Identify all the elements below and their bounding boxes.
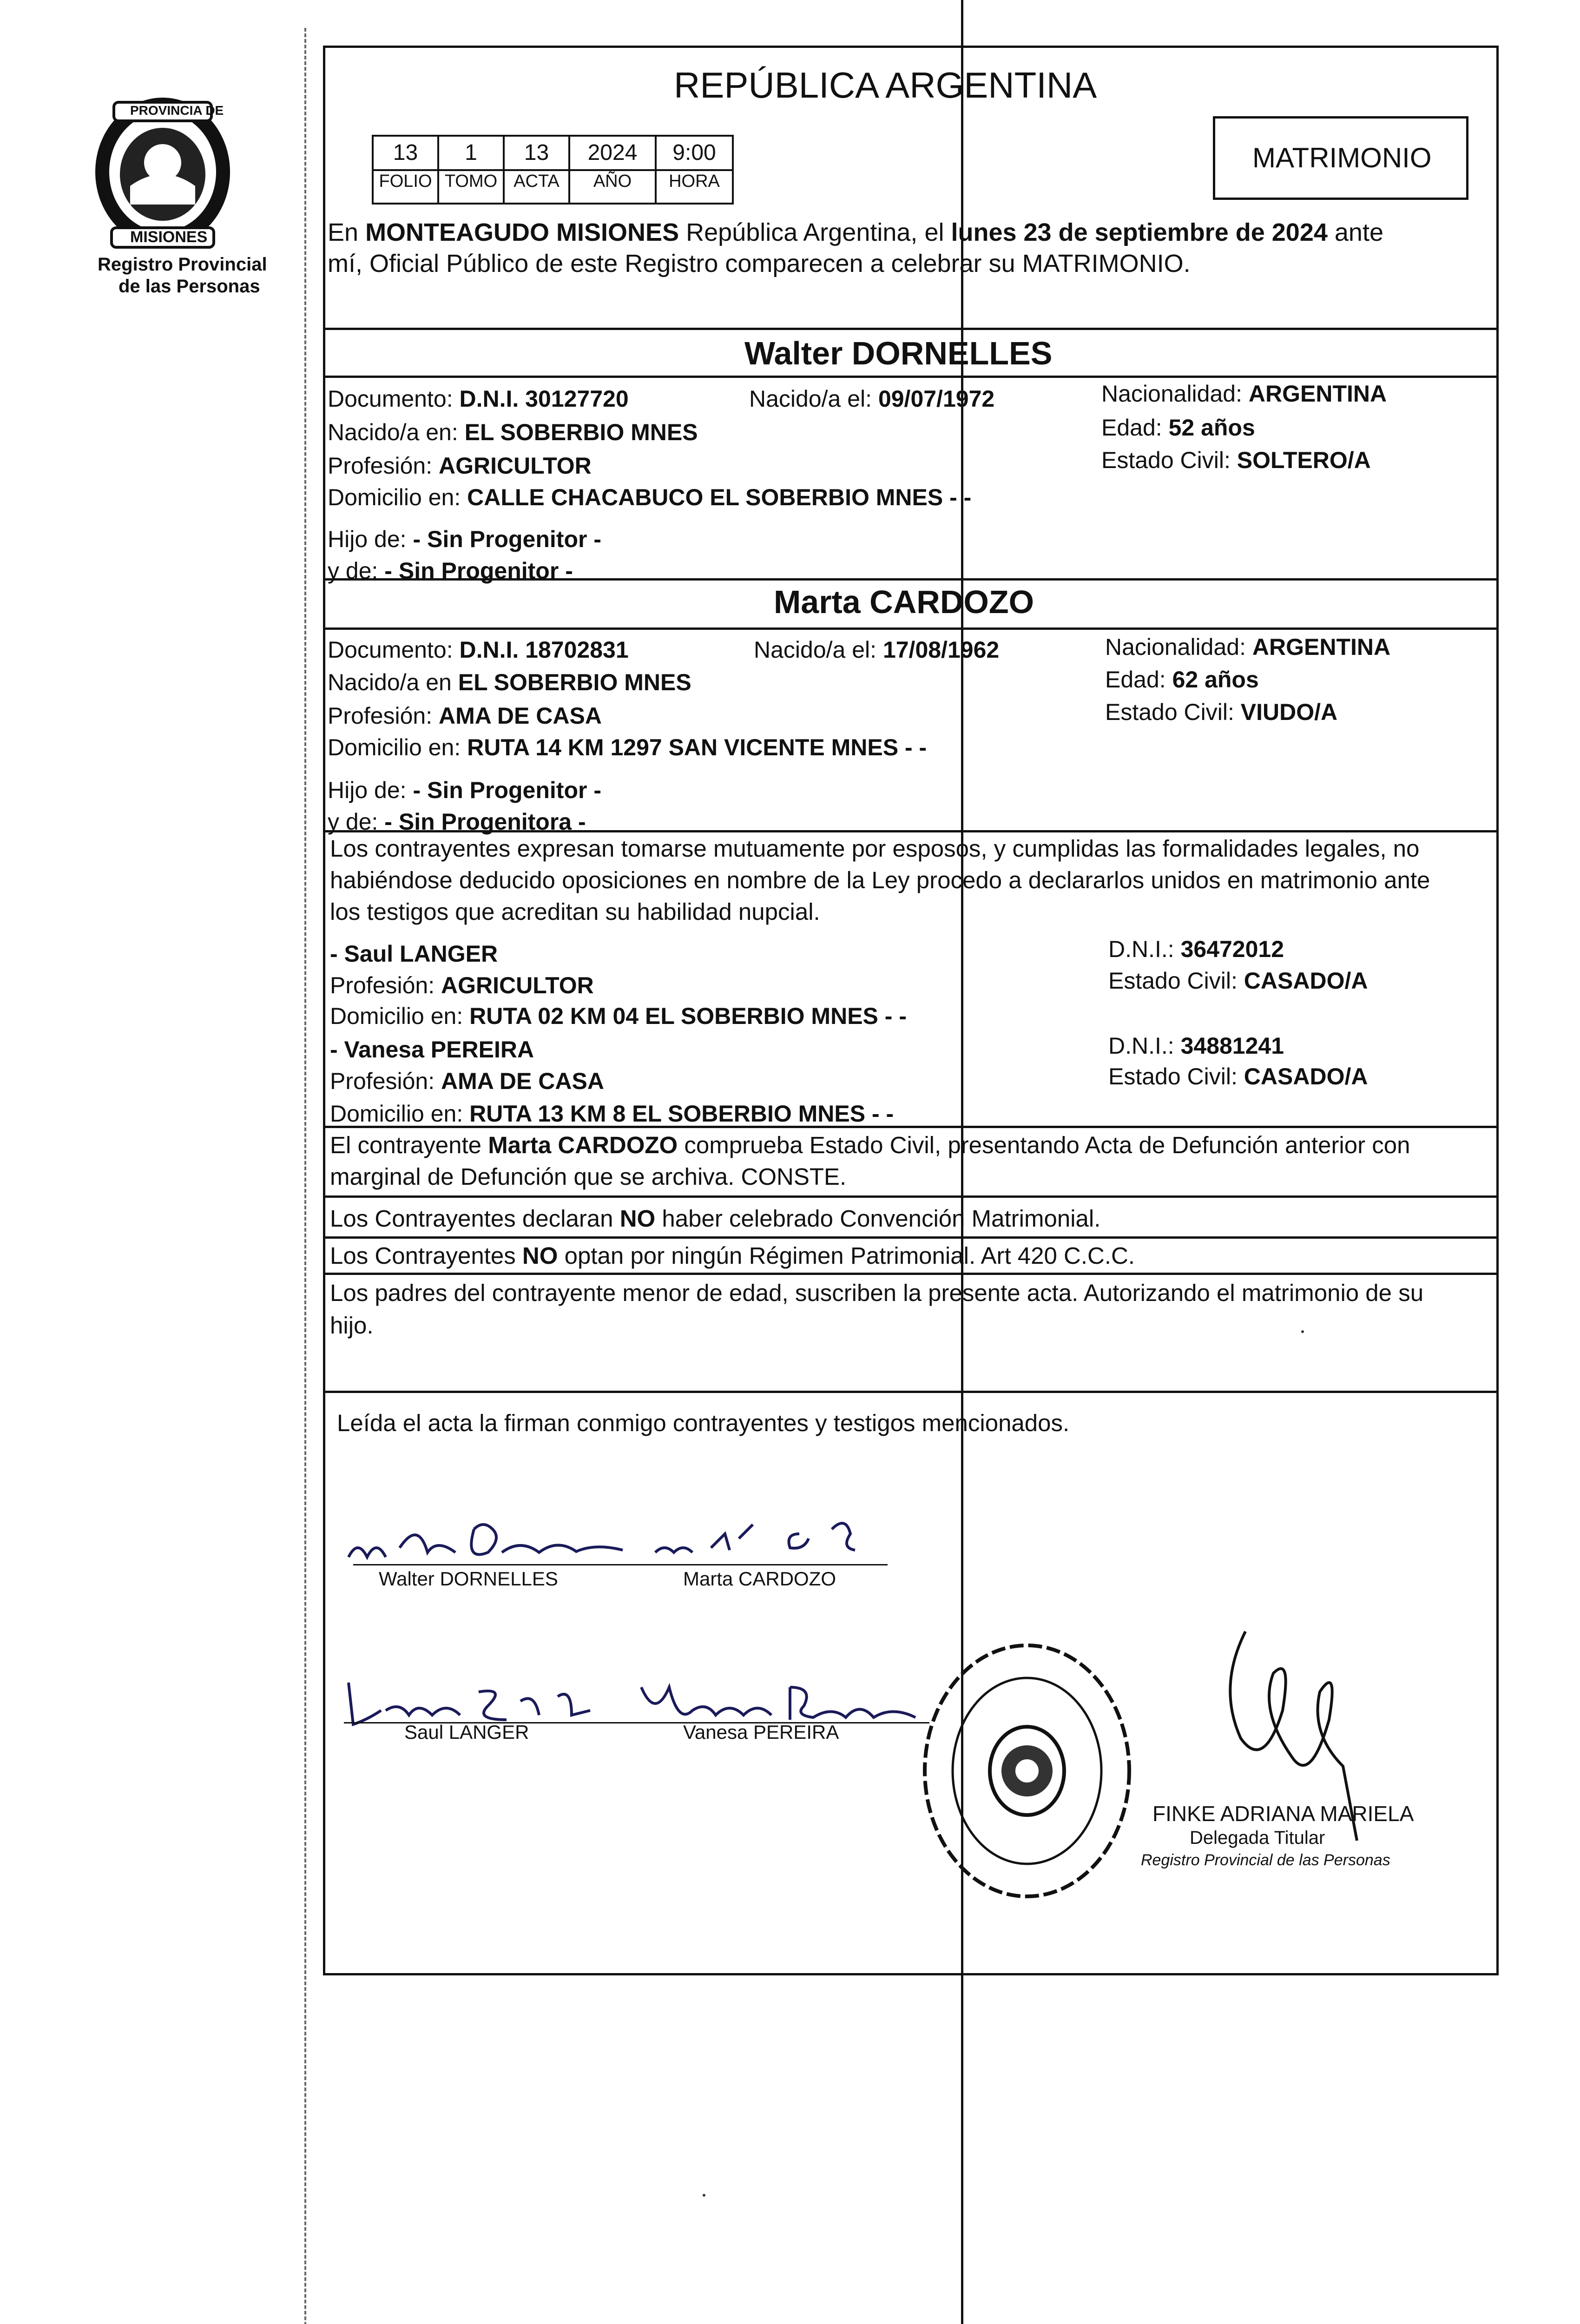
spouse2-signature-label: Marta CARDOZO (683, 1568, 836, 1590)
spouse1-domicilio-label: Domicilio en: (328, 484, 467, 510)
padres-note-line2: hijo. (330, 1312, 374, 1339)
divider (323, 1236, 1499, 1239)
witness1-profesion (330, 971, 594, 1000)
witness1-domicilio-label: Domicilio en: (330, 1003, 470, 1029)
spouse2-hijo-label: Hijo de: (328, 777, 413, 803)
intro-part3: ante (1327, 218, 1383, 246)
spouse2-y-value: - Sin Progenitora - (384, 809, 586, 835)
divider (323, 830, 1499, 832)
estado-note-line2: marginal de Defunción que se archiva. CONSTE. (330, 1163, 847, 1190)
spouse2-profesion-value: AMA DE CASA (439, 703, 602, 729)
witness2-name-value: - Vanesa PEREIRA (330, 1037, 534, 1063)
spouse2-name: Marta CARDOZO (774, 584, 1034, 620)
witness1-signature-label: Saul LANGER (404, 1721, 529, 1743)
spouse2-domicilio-value: RUTA 14 KM 1297 SAN VICENTE MNES - - (467, 734, 927, 760)
spouse2-edad-value: 62 años (1172, 667, 1259, 693)
spouse1-profesion-label: Profesión: (328, 453, 439, 479)
spouse2-y-label: y de: (328, 809, 385, 835)
logo-text-bottom: MISIONES (130, 228, 208, 246)
field-hora-label: HORA (657, 169, 732, 191)
spouse1-estado-label: Estado Civil: (1101, 447, 1237, 473)
witness2-signature-label: Vanesa PEREIRA (683, 1721, 839, 1743)
spouse1-estado-civil (1101, 445, 1371, 475)
spouse1-y-de (328, 556, 573, 586)
spouse2-profesion-label: Profesión: (328, 703, 439, 729)
witness1-dni (1108, 934, 1284, 964)
intro-part2: República Argentina, el (679, 218, 951, 246)
spouse1-domicilio (328, 482, 971, 512)
spouse2-nacionalidad-value: ARGENTINA (1252, 634, 1391, 660)
spouse2-signature (651, 1506, 892, 1566)
doc-type: MATRIMONIO (1252, 142, 1432, 173)
spouse1-name: Walter DORNELLES (744, 335, 1053, 371)
field-hora-value: 9:00 (672, 140, 716, 165)
spouse2-edad (1105, 665, 1259, 694)
spouse2-domicilio-label: Domicilio en: (328, 734, 467, 760)
doc-type-box (1213, 116, 1468, 200)
spouse1-y-label: y de: (328, 558, 385, 584)
divider (323, 627, 1499, 630)
spouse2-documento (328, 635, 629, 665)
spouse2-nacido-en-value: EL SOBERBIO MNES (458, 669, 691, 695)
declaration-line1: Los contrayentes expresan tomarse mutuamente por esposos, y cumplidas las formalidades legales, no (330, 835, 1420, 862)
spouse1-nacionalidad-label: Nacionalidad: (1101, 381, 1249, 407)
spouse1-nacido-el (749, 384, 994, 414)
witness1-estado-civil (1108, 966, 1368, 996)
spouse2-nacionalidad-label: Nacionalidad: (1105, 634, 1252, 660)
convencion-part2: haber celebrado Convención Matrimonial. (655, 1205, 1101, 1232)
convencion-note (330, 1204, 1100, 1234)
witness2-profesion (330, 1066, 604, 1096)
declaration-line3: los testigos que acreditan su habilidad nupcial. (330, 898, 820, 925)
witness2-dni-value: 34881241 (1180, 1033, 1284, 1059)
intro-part1: En (328, 218, 366, 246)
witness2-domicilio-label: Domicilio en: (330, 1101, 470, 1127)
spouse1-nacido-el-label: Nacido/a el: (749, 386, 878, 412)
divider (323, 1126, 1499, 1128)
spouse1-nacido-en-value: EL SOBERBIO MNES (464, 419, 698, 445)
official-name: FINKE ADRIANA MARIELA (1152, 1802, 1414, 1826)
witness2-domicilio-value: RUTA 13 KM 8 EL SOBERBIO MNES - - (469, 1101, 894, 1127)
spouse2-nacido-el-value: 17/08/1962 (882, 637, 1000, 663)
witness2-dni-label: D.N.I.: (1108, 1033, 1181, 1059)
field-folio-label: FOLIO (374, 169, 437, 191)
scan-dot (703, 2194, 705, 2197)
spouse1-hijo-label: Hijo de: (328, 526, 413, 552)
padres-note-line1: Los padres del contrayente menor de edad, suscriben la presente acta. Autorizando el matrimonio de su (330, 1280, 1424, 1306)
field-acta-value: 13 (524, 140, 549, 165)
spouse2-estado-label: Estado Civil: (1105, 699, 1241, 725)
regimen-part1: Los Contrayentes (330, 1242, 522, 1269)
spouse2-estado-civil (1105, 697, 1337, 727)
spouse1-documento-value: D.N.I. 30127720 (459, 386, 629, 412)
regimen-note (330, 1241, 1135, 1271)
intro-date: lunes 23 de septiembre de 2024 (951, 218, 1328, 246)
spouse1-signature (344, 1511, 632, 1571)
spouse2-documento-value: D.N.I. 18702831 (459, 637, 629, 663)
spouse1-profesion-value: AGRICULTOR (439, 453, 592, 479)
spouse2-hijo-value: - Sin Progenitor - (413, 777, 601, 803)
registry-name-line1: Registro Provincial (98, 254, 267, 275)
field-hora (655, 135, 734, 205)
spouse2-documento-label: Documento: (328, 637, 460, 663)
spouse2-nacido-el-label: Nacido/a el: (754, 637, 883, 663)
spouse2-domicilio (328, 733, 927, 762)
witness2-estado-value: CASADO/A (1244, 1063, 1368, 1089)
spouse-signature-line (353, 1564, 888, 1565)
page-title: REPÚBLICA ARGENTINA (674, 65, 1097, 106)
estado-note-name: Marta CARDOZO (488, 1132, 678, 1158)
field-tomo-label: TOMO (439, 169, 503, 191)
field-tomo-value: 1 (465, 140, 477, 165)
registry-name-line2: de las Personas (118, 276, 260, 297)
field-tomo (437, 135, 505, 205)
spouse1-edad-label: Edad: (1101, 415, 1169, 441)
estado-note-part2: comprueba Estado Civil, presentando Acta de Defunción anterior con (678, 1132, 1410, 1158)
spouse2-edad-label: Edad: (1105, 667, 1172, 693)
spouse2-nacionalidad (1105, 632, 1390, 662)
witness2-estado-label: Estado Civil: (1108, 1063, 1244, 1089)
witness2-profesion-value: AMA DE CASA (441, 1068, 604, 1094)
spouse2-nacido-el (754, 635, 999, 665)
intro-line1 (328, 218, 1383, 247)
spouse2-estado-value: VIUDO/A (1240, 699, 1338, 725)
witness1-name (330, 939, 498, 969)
registry-stamp-icon (920, 1636, 1139, 1915)
spouse1-estado-value: SOLTERO/A (1237, 447, 1371, 473)
spouse1-nacionalidad-value: ARGENTINA (1248, 381, 1387, 407)
divider (323, 376, 1499, 378)
spouse2-hijo-de (328, 775, 601, 805)
spouse1-edad (1101, 413, 1255, 442)
spouse1-documento (328, 384, 629, 414)
registry-logo (88, 93, 237, 251)
witness1-profesion-value: AGRICULTOR (441, 972, 594, 998)
spouse1-hijo-value: - Sin Progenitor - (413, 526, 601, 552)
field-acta-label: ACTA (505, 169, 568, 191)
scan-dot (1301, 1330, 1304, 1333)
witness2-estado-civil (1108, 1062, 1368, 1091)
convencion-no: NO (619, 1205, 656, 1232)
divider (323, 1391, 1499, 1393)
witness1-name-value: - Saul LANGER (330, 941, 498, 967)
regimen-no: NO (522, 1242, 558, 1269)
field-anio-label: AÑO (570, 169, 655, 191)
estado-note-line1 (330, 1130, 1410, 1160)
closing-statement: Leída el acta la firman conmigo contrayentes y testigos mencionados. (337, 1410, 1070, 1436)
official-org: Registro Provincial de las Personas (1141, 1851, 1390, 1869)
field-anio-value: 2024 (587, 140, 638, 165)
witness2-dni (1108, 1031, 1284, 1061)
declaration-line2: habiéndose deducido oposiciones en nombre de la Ley procedo a declararlos unidos en matrimonio ante (330, 867, 1430, 893)
witness2-profesion-label: Profesión: (330, 1068, 441, 1094)
witness1-profesion-label: Profesión: (330, 972, 441, 998)
spouse1-y-value: - Sin Progenitor - (384, 558, 573, 584)
divider (323, 1273, 1499, 1275)
spouse1-signature-label: Walter DORNELLES (379, 1568, 558, 1590)
spouse1-documento-label: Documento: (328, 386, 460, 412)
witness1-domicilio (330, 1001, 907, 1031)
witness1-estado-label: Estado Civil: (1108, 968, 1244, 994)
logo-text-top: PROVINCIA DE (130, 103, 224, 118)
spouse1-hijo-de (328, 524, 601, 554)
spouse1-nacido-en (328, 417, 698, 447)
witness1-domicilio-value: RUTA 02 KM 04 EL SOBERBIO MNES - - (469, 1003, 907, 1029)
field-anio (568, 135, 657, 205)
witness2-name (330, 1035, 534, 1064)
spouse1-nacido-en-label: Nacido/a en: (328, 419, 465, 445)
witness1-estado-value: CASADO/A (1244, 968, 1368, 994)
regimen-part2: optan por ningún Régimen Patrimonial. Art 420 C.C.C. (558, 1242, 1135, 1269)
field-acta (503, 135, 570, 205)
margin-dashed-line (304, 28, 306, 2324)
convencion-part1: Los Contrayentes declaran (330, 1205, 620, 1232)
divider (323, 328, 1499, 330)
witness2-domicilio (330, 1099, 894, 1129)
spouse1-nacionalidad (1101, 379, 1387, 409)
witness1-dni-label: D.N.I.: (1108, 936, 1181, 962)
spouse1-profesion (328, 451, 592, 481)
official-stamp (920, 1636, 1139, 1915)
spouse1-nacido-el-value: 09/07/1972 (878, 386, 995, 412)
field-folio-value: 13 (393, 140, 418, 165)
intro-line2: mí, Oficial Público de este Registro comparecen a celebrar su MATRIMONIO. (328, 250, 1191, 277)
divider (323, 578, 1499, 581)
official-title: Delegada Titular (1190, 1828, 1325, 1848)
intro-place: MONTEAGUDO MISIONES (365, 218, 679, 246)
divider (323, 1195, 1499, 1198)
spouse1-edad-value: 52 años (1168, 415, 1255, 441)
spouse2-nacido-en (328, 667, 691, 697)
spouse2-profesion (328, 701, 602, 731)
spouse1-domicilio-value: CALLE CHACABUCO EL SOBERBIO MNES - - (467, 484, 972, 510)
estado-note-part1: El contrayente (330, 1132, 488, 1158)
witness1-dni-value: 36472012 (1180, 936, 1284, 962)
spouse2-nacido-en-label: Nacido/a en (328, 669, 458, 695)
field-folio (372, 135, 439, 205)
